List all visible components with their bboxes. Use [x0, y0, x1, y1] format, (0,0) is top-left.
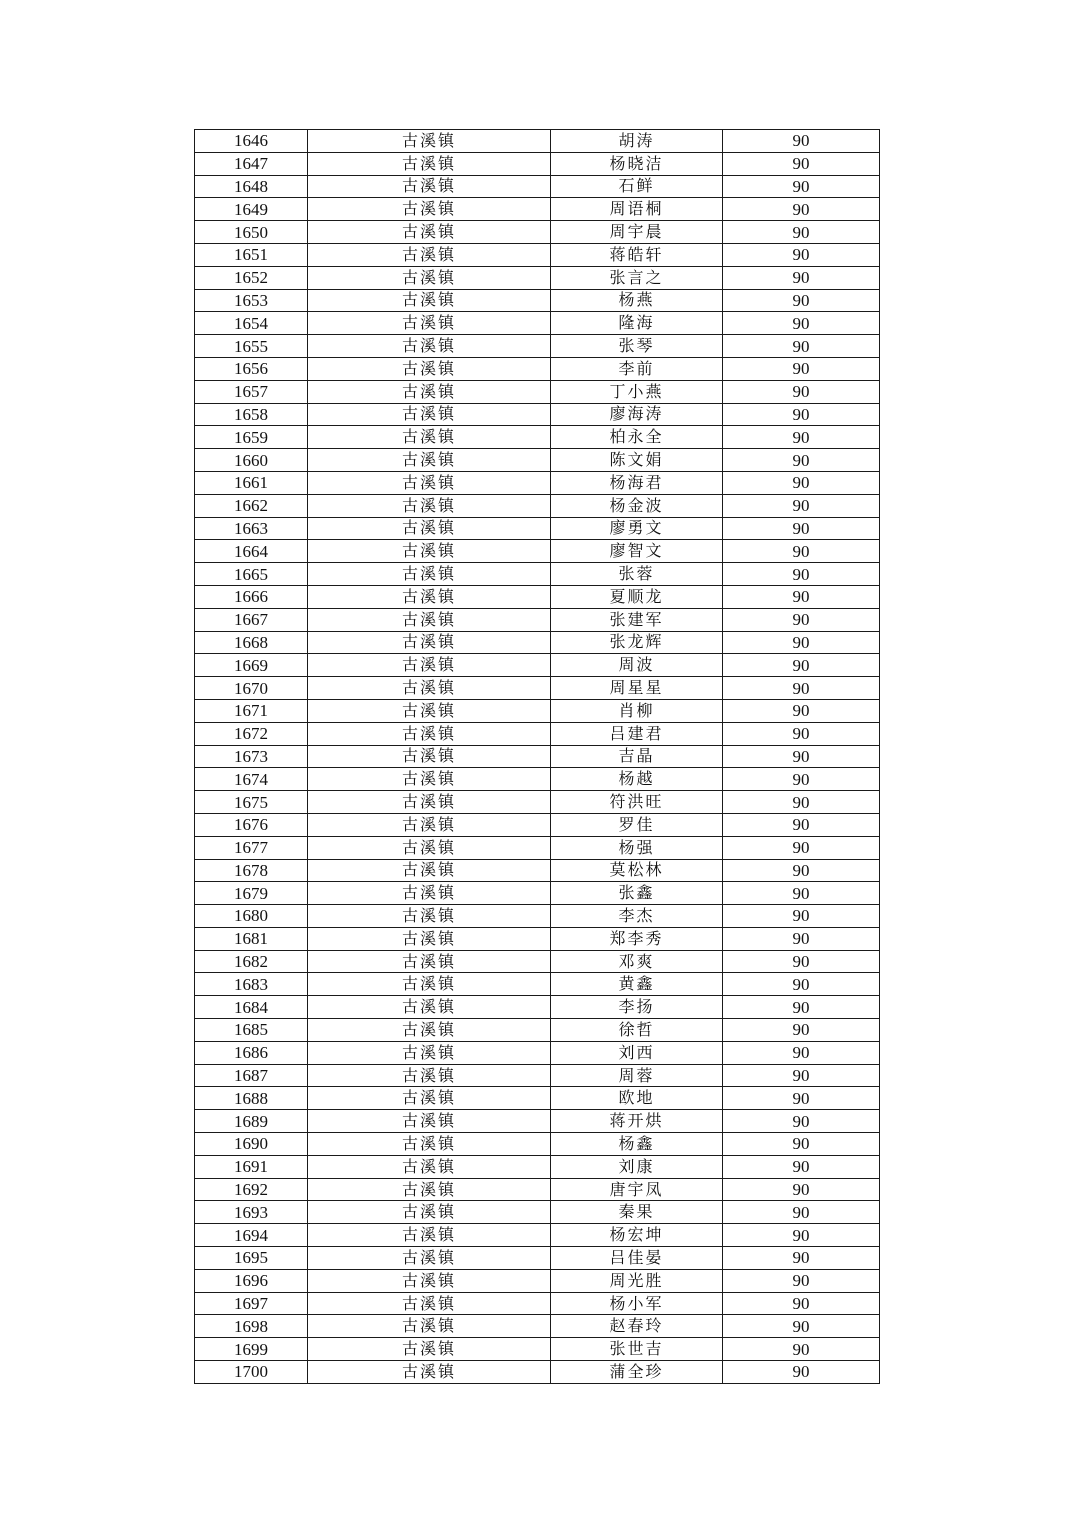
- score-cell: 90: [723, 791, 880, 814]
- town-cell: 古溪镇: [308, 1087, 551, 1110]
- table-row: [195, 312, 880, 335]
- score-cell: 90: [723, 1269, 880, 1292]
- person-name-cell: 吕建君: [551, 722, 723, 745]
- serial-number-cell: 1698: [195, 1315, 308, 1338]
- table-row: [195, 494, 880, 517]
- serial-number-cell: 1683: [195, 973, 308, 996]
- town-cell: 古溪镇: [308, 768, 551, 791]
- score-cell: 90: [723, 950, 880, 973]
- person-name-cell: 廖海涛: [551, 403, 723, 426]
- person-name-cell: 杨鑫: [551, 1133, 723, 1156]
- town-cell: 古溪镇: [308, 1064, 551, 1087]
- town-cell: 古溪镇: [308, 243, 551, 266]
- town-cell: 古溪镇: [308, 722, 551, 745]
- table-row: [195, 357, 880, 380]
- serial-number-cell: 1675: [195, 791, 308, 814]
- table-row: [195, 403, 880, 426]
- person-name-cell: 杨金波: [551, 494, 723, 517]
- person-name-cell: 周波: [551, 654, 723, 677]
- score-cell: 90: [723, 540, 880, 563]
- score-cell: 90: [723, 175, 880, 198]
- table-row: [195, 722, 880, 745]
- town-cell: 古溪镇: [308, 813, 551, 836]
- score-cell: 90: [723, 221, 880, 244]
- table-row: [195, 745, 880, 768]
- serial-number-cell: 1652: [195, 266, 308, 289]
- town-cell: 古溪镇: [308, 1155, 551, 1178]
- person-name-cell: 莫松林: [551, 859, 723, 882]
- town-cell: 古溪镇: [308, 449, 551, 472]
- table-row: [195, 1224, 880, 1247]
- score-cell: 90: [723, 517, 880, 540]
- person-name-cell: 周语桐: [551, 198, 723, 221]
- town-cell: 古溪镇: [308, 882, 551, 905]
- table-row: [195, 1041, 880, 1064]
- serial-number-cell: 1674: [195, 768, 308, 791]
- town-cell: 古溪镇: [308, 563, 551, 586]
- table-row: [195, 768, 880, 791]
- table-row: [195, 973, 880, 996]
- town-cell: 古溪镇: [308, 198, 551, 221]
- person-name-cell: 周星星: [551, 677, 723, 700]
- serial-number-cell: 1693: [195, 1201, 308, 1224]
- serial-number-cell: 1655: [195, 335, 308, 358]
- serial-number-cell: 1696: [195, 1269, 308, 1292]
- serial-number-cell: 1654: [195, 312, 308, 335]
- town-cell: 古溪镇: [308, 426, 551, 449]
- town-cell: 古溪镇: [308, 152, 551, 175]
- person-name-cell: 杨宏坤: [551, 1224, 723, 1247]
- score-cell: 90: [723, 722, 880, 745]
- town-cell: 古溪镇: [308, 1269, 551, 1292]
- person-name-cell: 蒋皓轩: [551, 243, 723, 266]
- score-cell: 90: [723, 1361, 880, 1384]
- town-cell: 古溪镇: [308, 791, 551, 814]
- score-cell: 90: [723, 927, 880, 950]
- score-cell: 90: [723, 335, 880, 358]
- score-cell: 90: [723, 996, 880, 1019]
- table-row: [195, 1247, 880, 1270]
- town-cell: 古溪镇: [308, 312, 551, 335]
- person-name-cell: 蒲全珍: [551, 1361, 723, 1384]
- town-cell: 古溪镇: [308, 1041, 551, 1064]
- person-name-cell: 张言之: [551, 266, 723, 289]
- table-row: [195, 1019, 880, 1042]
- table-row: [195, 677, 880, 700]
- table-row: [195, 335, 880, 358]
- table-row: [195, 221, 880, 244]
- serial-number-cell: 1663: [195, 517, 308, 540]
- town-cell: 古溪镇: [308, 380, 551, 403]
- serial-number-cell: 1658: [195, 403, 308, 426]
- score-cell: 90: [723, 1087, 880, 1110]
- table-row: [195, 1064, 880, 1087]
- score-cell: 90: [723, 699, 880, 722]
- person-name-cell: 隆海: [551, 312, 723, 335]
- table-row: [195, 243, 880, 266]
- town-cell: 古溪镇: [308, 1019, 551, 1042]
- score-cell: 90: [723, 289, 880, 312]
- score-cell: 90: [723, 1292, 880, 1315]
- score-cell: 90: [723, 654, 880, 677]
- serial-number-cell: 1678: [195, 859, 308, 882]
- town-cell: 古溪镇: [308, 1224, 551, 1247]
- person-name-cell: 石鲜: [551, 175, 723, 198]
- person-name-cell: 张蓉: [551, 563, 723, 586]
- table-row: [195, 1292, 880, 1315]
- score-cell: 90: [723, 631, 880, 654]
- table-row: [195, 1110, 880, 1133]
- serial-number-cell: 1689: [195, 1110, 308, 1133]
- table-row: [195, 1178, 880, 1201]
- serial-number-cell: 1664: [195, 540, 308, 563]
- table-row: [195, 517, 880, 540]
- serial-number-cell: 1695: [195, 1247, 308, 1270]
- serial-number-cell: 1651: [195, 243, 308, 266]
- serial-number-cell: 1653: [195, 289, 308, 312]
- table-row: [195, 1338, 880, 1361]
- score-cell: 90: [723, 813, 880, 836]
- table-row: [195, 266, 880, 289]
- town-cell: 古溪镇: [308, 130, 551, 153]
- person-name-cell: 赵春玲: [551, 1315, 723, 1338]
- score-cell: 90: [723, 563, 880, 586]
- score-cell: 90: [723, 1019, 880, 1042]
- town-cell: 古溪镇: [308, 289, 551, 312]
- person-name-cell: 廖智文: [551, 540, 723, 563]
- person-name-cell: 杨小军: [551, 1292, 723, 1315]
- town-cell: 古溪镇: [308, 654, 551, 677]
- table-row: [195, 631, 880, 654]
- person-name-cell: 廖勇文: [551, 517, 723, 540]
- serial-number-cell: 1665: [195, 563, 308, 586]
- score-cell: 90: [723, 494, 880, 517]
- table-row: [195, 836, 880, 859]
- table-row: [195, 905, 880, 928]
- person-name-cell: 秦果: [551, 1201, 723, 1224]
- serial-number-cell: 1682: [195, 950, 308, 973]
- table-row: [195, 585, 880, 608]
- score-cell: 90: [723, 380, 880, 403]
- score-cell: 90: [723, 1315, 880, 1338]
- person-name-cell: 杨强: [551, 836, 723, 859]
- town-cell: 古溪镇: [308, 471, 551, 494]
- person-name-cell: 杨晓洁: [551, 152, 723, 175]
- person-name-cell: 丁小燕: [551, 380, 723, 403]
- person-name-cell: 吉晶: [551, 745, 723, 768]
- score-cell: 90: [723, 243, 880, 266]
- town-cell: 古溪镇: [308, 1178, 551, 1201]
- serial-number-cell: 1685: [195, 1019, 308, 1042]
- serial-number-cell: 1669: [195, 654, 308, 677]
- score-cell: 90: [723, 449, 880, 472]
- person-name-cell: 张鑫: [551, 882, 723, 905]
- roster-table-body: [195, 130, 880, 1384]
- serial-number-cell: 1648: [195, 175, 308, 198]
- town-cell: 古溪镇: [308, 973, 551, 996]
- score-cell: 90: [723, 882, 880, 905]
- town-cell: 古溪镇: [308, 631, 551, 654]
- town-cell: 古溪镇: [308, 1201, 551, 1224]
- town-cell: 古溪镇: [308, 1292, 551, 1315]
- table-row: [195, 791, 880, 814]
- town-cell: 古溪镇: [308, 950, 551, 973]
- score-cell: 90: [723, 1201, 880, 1224]
- serial-number-cell: 1686: [195, 1041, 308, 1064]
- town-cell: 古溪镇: [308, 677, 551, 700]
- table-row: [195, 927, 880, 950]
- table-row: [195, 608, 880, 631]
- serial-number-cell: 1662: [195, 494, 308, 517]
- town-cell: 古溪镇: [308, 1133, 551, 1156]
- town-cell: 古溪镇: [308, 494, 551, 517]
- score-cell: 90: [723, 152, 880, 175]
- table-row: [195, 1133, 880, 1156]
- table-row: [195, 654, 880, 677]
- town-cell: 古溪镇: [308, 1338, 551, 1361]
- town-cell: 古溪镇: [308, 517, 551, 540]
- score-cell: 90: [723, 357, 880, 380]
- town-cell: 古溪镇: [308, 836, 551, 859]
- serial-number-cell: 1699: [195, 1338, 308, 1361]
- table-row: [195, 1087, 880, 1110]
- score-cell: 90: [723, 1041, 880, 1064]
- score-cell: 90: [723, 585, 880, 608]
- table-row: [195, 198, 880, 221]
- serial-number-cell: 1677: [195, 836, 308, 859]
- score-cell: 90: [723, 1155, 880, 1178]
- person-name-cell: 李扬: [551, 996, 723, 1019]
- town-cell: 古溪镇: [308, 927, 551, 950]
- table-row: [195, 1269, 880, 1292]
- serial-number-cell: 1650: [195, 221, 308, 244]
- score-cell: 90: [723, 1247, 880, 1270]
- serial-number-cell: 1668: [195, 631, 308, 654]
- score-cell: 90: [723, 608, 880, 631]
- town-cell: 古溪镇: [308, 608, 551, 631]
- score-cell: 90: [723, 973, 880, 996]
- score-cell: 90: [723, 266, 880, 289]
- serial-number-cell: 1681: [195, 927, 308, 950]
- score-cell: 90: [723, 198, 880, 221]
- serial-number-cell: 1673: [195, 745, 308, 768]
- score-cell: 90: [723, 1224, 880, 1247]
- table-row: [195, 699, 880, 722]
- table-row: [195, 563, 880, 586]
- town-cell: 古溪镇: [308, 335, 551, 358]
- person-name-cell: 张琴: [551, 335, 723, 358]
- serial-number-cell: 1679: [195, 882, 308, 905]
- score-cell: 90: [723, 1110, 880, 1133]
- score-cell: 90: [723, 1064, 880, 1087]
- score-cell: 90: [723, 130, 880, 153]
- town-cell: 古溪镇: [308, 1110, 551, 1133]
- serial-number-cell: 1657: [195, 380, 308, 403]
- score-cell: 90: [723, 859, 880, 882]
- score-cell: 90: [723, 677, 880, 700]
- town-cell: 古溪镇: [308, 266, 551, 289]
- person-name-cell: 李前: [551, 357, 723, 380]
- serial-number-cell: 1660: [195, 449, 308, 472]
- person-name-cell: 周宇晨: [551, 221, 723, 244]
- score-cell: 90: [723, 768, 880, 791]
- table-row: [195, 1315, 880, 1338]
- town-cell: 古溪镇: [308, 540, 551, 563]
- table-row: [195, 1361, 880, 1384]
- person-name-cell: 唐宇凤: [551, 1178, 723, 1201]
- person-name-cell: 陈文娟: [551, 449, 723, 472]
- table-row: [195, 426, 880, 449]
- person-name-cell: 杨燕: [551, 289, 723, 312]
- town-cell: 古溪镇: [308, 403, 551, 426]
- serial-number-cell: 1659: [195, 426, 308, 449]
- person-name-cell: 蒋开烘: [551, 1110, 723, 1133]
- table-row: [195, 289, 880, 312]
- town-cell: 古溪镇: [308, 699, 551, 722]
- town-cell: 古溪镇: [308, 1315, 551, 1338]
- table-row: [195, 996, 880, 1019]
- score-cell: 90: [723, 1178, 880, 1201]
- person-name-cell: 胡涛: [551, 130, 723, 153]
- serial-number-cell: 1676: [195, 813, 308, 836]
- serial-number-cell: 1661: [195, 471, 308, 494]
- table-row: [195, 540, 880, 563]
- person-name-cell: 杨海君: [551, 471, 723, 494]
- roster-table: [194, 129, 880, 1384]
- table-row: [195, 1201, 880, 1224]
- serial-number-cell: 1656: [195, 357, 308, 380]
- person-name-cell: 徐哲: [551, 1019, 723, 1042]
- score-cell: 90: [723, 745, 880, 768]
- person-name-cell: 黄鑫: [551, 973, 723, 996]
- person-name-cell: 欧地: [551, 1087, 723, 1110]
- serial-number-cell: 1647: [195, 152, 308, 175]
- town-cell: 古溪镇: [308, 905, 551, 928]
- person-name-cell: 吕佳晏: [551, 1247, 723, 1270]
- town-cell: 古溪镇: [308, 221, 551, 244]
- person-name-cell: 张建军: [551, 608, 723, 631]
- score-cell: 90: [723, 1133, 880, 1156]
- serial-number-cell: 1690: [195, 1133, 308, 1156]
- town-cell: 古溪镇: [308, 1361, 551, 1384]
- serial-number-cell: 1697: [195, 1292, 308, 1315]
- person-name-cell: 张世吉: [551, 1338, 723, 1361]
- town-cell: 古溪镇: [308, 1247, 551, 1270]
- table-row: [195, 950, 880, 973]
- table-row: [195, 813, 880, 836]
- person-name-cell: 符洪旺: [551, 791, 723, 814]
- person-name-cell: 肖柳: [551, 699, 723, 722]
- serial-number-cell: 1667: [195, 608, 308, 631]
- serial-number-cell: 1694: [195, 1224, 308, 1247]
- serial-number-cell: 1688: [195, 1087, 308, 1110]
- score-cell: 90: [723, 905, 880, 928]
- table-row: [195, 1155, 880, 1178]
- town-cell: 古溪镇: [308, 175, 551, 198]
- table-row: [195, 449, 880, 472]
- score-cell: 90: [723, 471, 880, 494]
- person-name-cell: 刘西: [551, 1041, 723, 1064]
- person-name-cell: 邓爽: [551, 950, 723, 973]
- town-cell: 古溪镇: [308, 745, 551, 768]
- serial-number-cell: 1671: [195, 699, 308, 722]
- person-name-cell: 李杰: [551, 905, 723, 928]
- serial-number-cell: 1649: [195, 198, 308, 221]
- table-row: [195, 175, 880, 198]
- serial-number-cell: 1672: [195, 722, 308, 745]
- serial-number-cell: 1680: [195, 905, 308, 928]
- person-name-cell: 周蓉: [551, 1064, 723, 1087]
- town-cell: 古溪镇: [308, 585, 551, 608]
- serial-number-cell: 1684: [195, 996, 308, 1019]
- person-name-cell: 夏顺龙: [551, 585, 723, 608]
- serial-number-cell: 1666: [195, 585, 308, 608]
- table-row: [195, 380, 880, 403]
- table-row: [195, 859, 880, 882]
- serial-number-cell: 1687: [195, 1064, 308, 1087]
- town-cell: 古溪镇: [308, 357, 551, 380]
- score-cell: 90: [723, 836, 880, 859]
- table-row: [195, 130, 880, 153]
- score-cell: 90: [723, 403, 880, 426]
- score-cell: 90: [723, 312, 880, 335]
- town-cell: 古溪镇: [308, 996, 551, 1019]
- serial-number-cell: 1700: [195, 1361, 308, 1384]
- table-row: [195, 471, 880, 494]
- person-name-cell: 杨越: [551, 768, 723, 791]
- serial-number-cell: 1691: [195, 1155, 308, 1178]
- score-cell: 90: [723, 1338, 880, 1361]
- serial-number-cell: 1646: [195, 130, 308, 153]
- person-name-cell: 罗佳: [551, 813, 723, 836]
- town-cell: 古溪镇: [308, 859, 551, 882]
- score-cell: 90: [723, 426, 880, 449]
- serial-number-cell: 1670: [195, 677, 308, 700]
- person-name-cell: 张龙辉: [551, 631, 723, 654]
- table-row: [195, 152, 880, 175]
- serial-number-cell: 1692: [195, 1178, 308, 1201]
- person-name-cell: 刘康: [551, 1155, 723, 1178]
- table-row: [195, 882, 880, 905]
- person-name-cell: 柏永全: [551, 426, 723, 449]
- person-name-cell: 郑李秀: [551, 927, 723, 950]
- person-name-cell: 周光胜: [551, 1269, 723, 1292]
